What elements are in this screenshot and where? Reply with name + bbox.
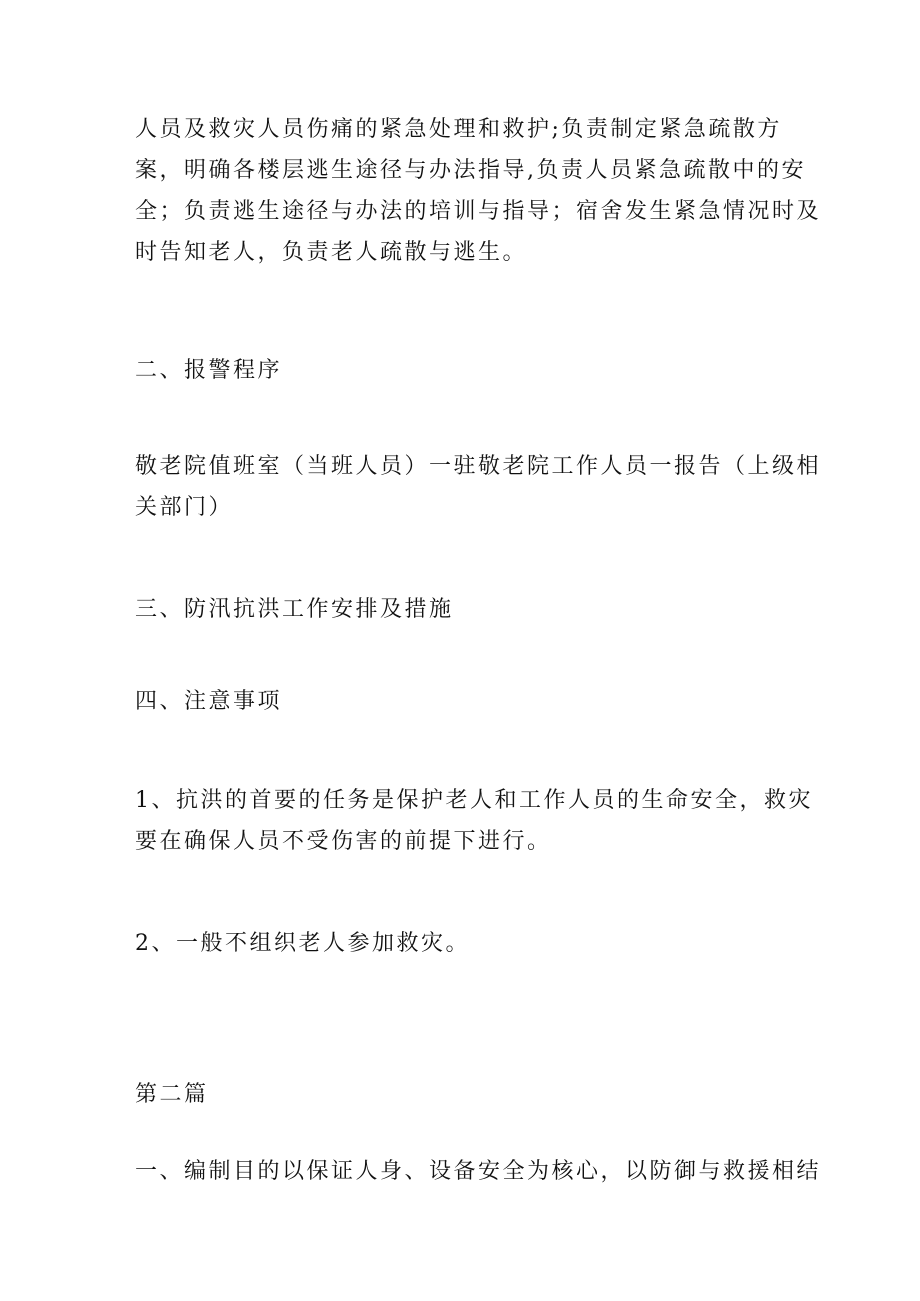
text-line: 关部门） — [135, 495, 234, 520]
list-item-2 — [135, 932, 785, 956]
text-line: 案，明确各楼层逃生途径与办法指导,负责人员紧急疏散中的安 — [135, 158, 806, 183]
part-title — [135, 1083, 785, 1107]
heading-notes — [135, 690, 785, 714]
section-heading: 二、报警程序 — [135, 358, 283, 383]
section-heading: 三、防汛抗洪工作安排及措施 — [135, 597, 454, 622]
heading-flood-measures — [135, 598, 785, 622]
section-heading: 四、注意事项 — [135, 689, 283, 714]
paragraph-responsibilities — [135, 117, 822, 265]
paragraph-purpose — [135, 1159, 822, 1184]
paragraph-alarm-flow — [135, 454, 822, 520]
text-line: 时告知老人，负责老人疏散与逃生。 — [135, 240, 528, 265]
heading-alarm-procedure — [135, 359, 785, 383]
list-item-1 — [135, 788, 813, 854]
text-line: 2、一般不组织老人参加救灾。 — [135, 931, 470, 956]
text-line: 全；负责逃生途径与办法的培训与指导；宿舍发生紧急情况时及 — [135, 199, 822, 224]
text-line: 1、抗洪的首要的任务是保护老人和工作人员的生命安全，救灾 — [135, 788, 813, 813]
section-heading: 第二篇 — [135, 1082, 209, 1107]
text-line: 要在确保人员不受伤害的前提下进行。 — [135, 829, 552, 854]
text-line: 一、编制目的以保证人身、设备安全为核心，以防御与救援相结 — [135, 1159, 822, 1184]
text-line: 敬老院值班室（当班人员）一驻敬老院工作人员一报告（上级相 — [135, 454, 822, 479]
text-line: 人员及救灾人员伤痛的紧急处理和救护;负责制定紧急疏散方 — [135, 117, 782, 142]
